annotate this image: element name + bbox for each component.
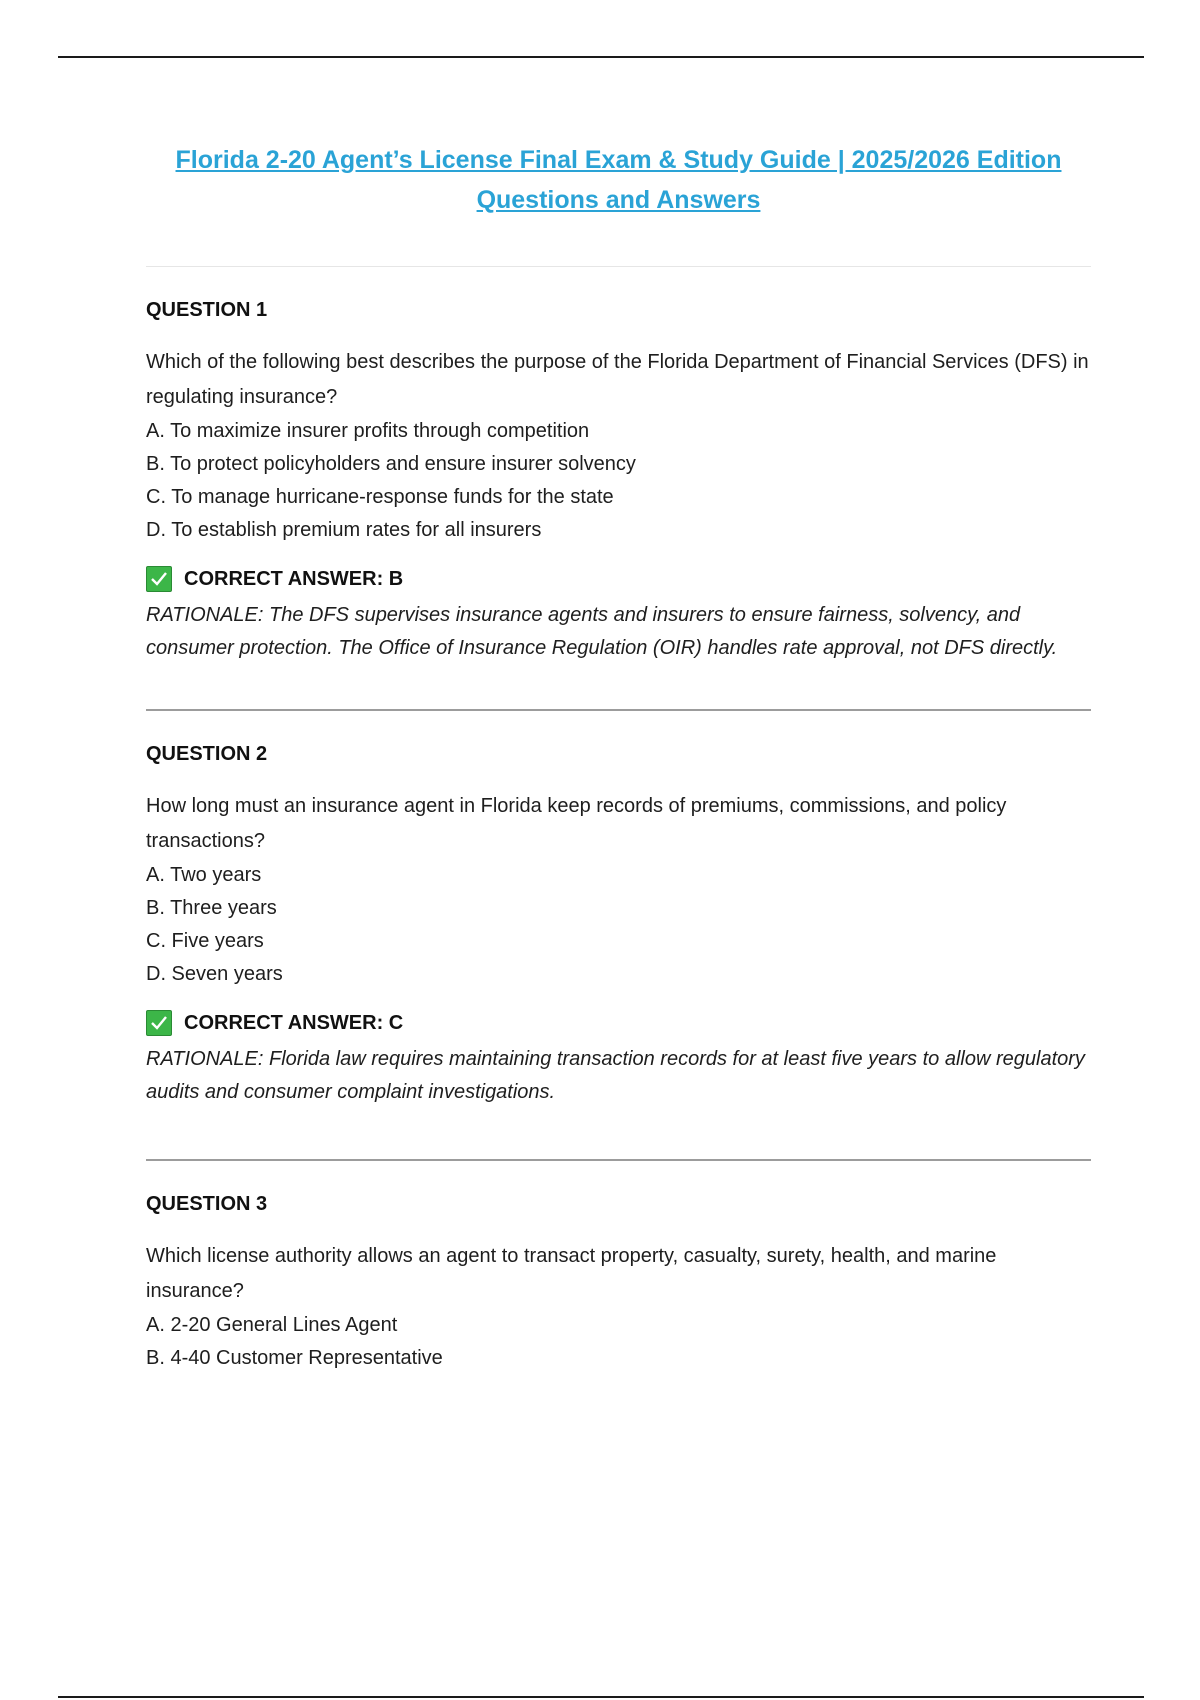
correct-answer-text: CORRECT ANSWER: C: [184, 1012, 404, 1034]
check-mark-icon: [146, 1010, 172, 1036]
document-body: [146, 140, 1091, 1375]
answer-options: [146, 1309, 1091, 1375]
question-text: Which license authority allows an agent to transact property, casualty, surety, health, and marine insurance?: [146, 1245, 997, 1302]
correct-answer: [146, 1009, 1091, 1037]
option-a: A. Two years: [146, 864, 262, 886]
document-title-line-1[interactable]: Florida 2-20 Agent’s License Final Exam & Study Guide | 2025/2026 Edition: [175, 146, 1062, 174]
question-block-1: [146, 267, 1091, 709]
option-d: D. To establish premium rates for all insurers: [146, 519, 542, 541]
answer-options: [146, 415, 1091, 547]
page-top-rule: [58, 56, 1144, 58]
document-title[interactable]: [146, 140, 1091, 220]
option-b: B. To protect policyholders and ensure insurer solvency: [146, 453, 636, 475]
check-mark-icon: [146, 566, 172, 592]
correct-answer: [146, 565, 1091, 593]
answer-options: [146, 859, 1091, 991]
question-label: QUESTION 3: [146, 1193, 268, 1215]
question-block-2: [146, 711, 1091, 1159]
document-title-line-2[interactable]: Questions and Answers: [476, 186, 761, 214]
option-d: D. Seven years: [146, 963, 283, 985]
rationale-text: RATIONALE: The DFS supervises insurance agents and insurers to ensure fairness, solvency, and consumer protection. The Office of Insurance Regulation (OIR) handles rate approval, not DFS directly.: [146, 604, 1058, 659]
question-label: QUESTION 2: [146, 743, 268, 765]
question-text: How long must an insurance agent in Florida keep records of premiums, commissions, and policy transactions?: [146, 795, 1007, 852]
page-bottom-rule: [58, 1696, 1144, 1698]
option-b: B. 4-40 Customer Representative: [146, 1347, 443, 1369]
option-c: C. Five years: [146, 930, 264, 952]
correct-answer-text: CORRECT ANSWER: B: [184, 568, 404, 590]
question-block-3: [146, 1161, 1091, 1375]
option-a: A. 2-20 General Lines Agent: [146, 1314, 398, 1336]
question-text: Which of the following best describes the purpose of the Florida Department of Financial Services (DFS) in regulating insurance?: [146, 351, 1089, 408]
question-label: QUESTION 1: [146, 299, 268, 321]
rationale-text: RATIONALE: Florida law requires maintaining transaction records for at least five years to allow regulatory audits and consumer complaint investigations.: [146, 1048, 1085, 1103]
option-b: B. Three years: [146, 897, 277, 919]
option-c: C. To manage hurricane-response funds for the state: [146, 486, 614, 508]
option-a: A. To maximize insurer profits through competition: [146, 420, 590, 442]
